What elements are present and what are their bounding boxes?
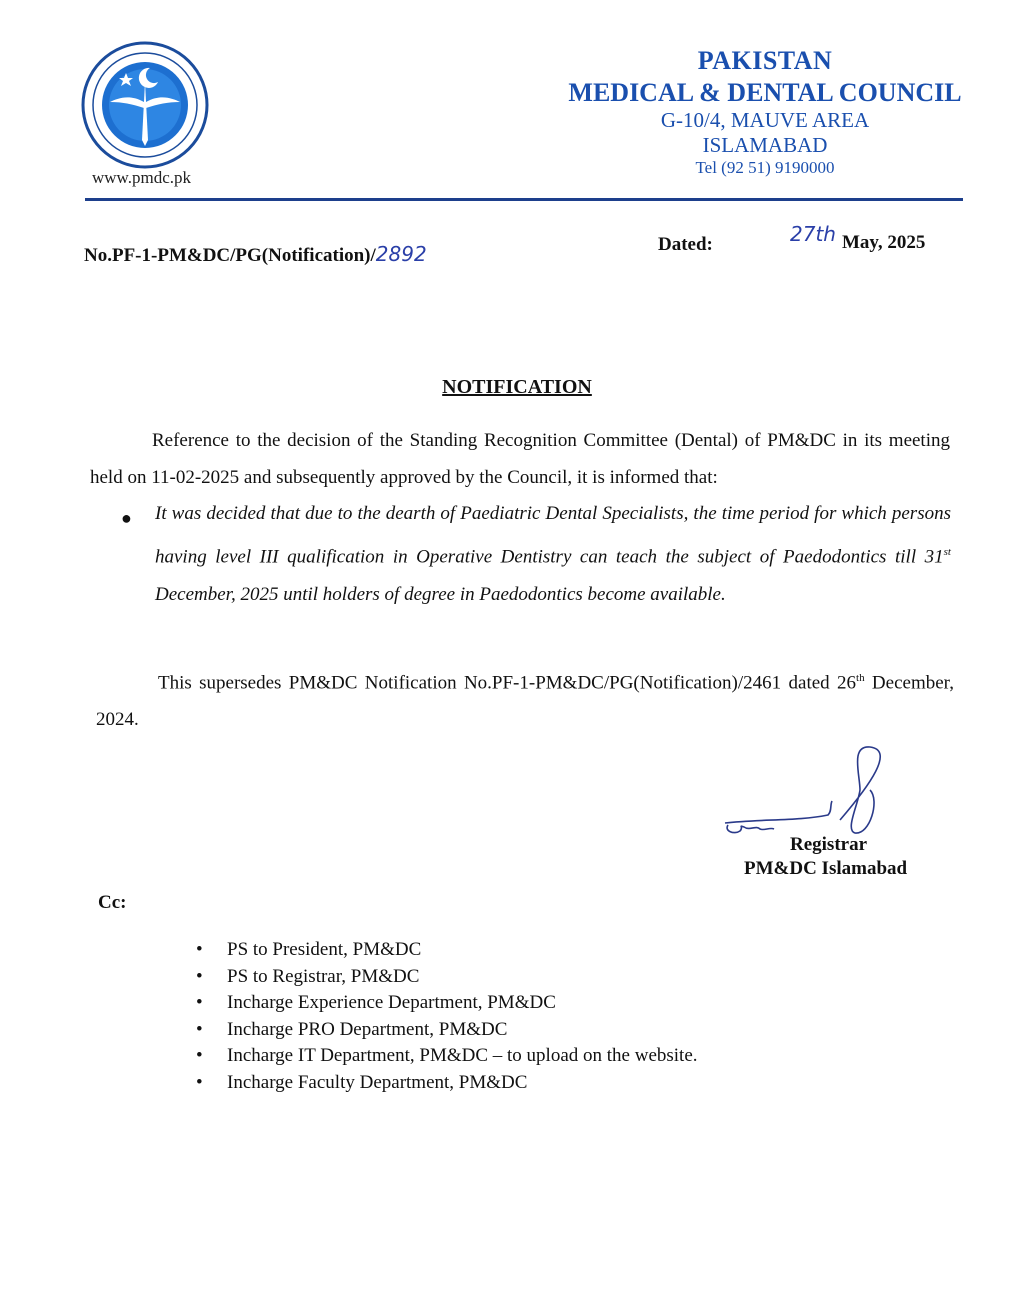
telephone: Tel (92 51) 9190000 [695,158,835,177]
supersedes-text-2: December, 2024. [96,672,954,731]
cc-label: Cc: [98,892,127,913]
cc-item [196,937,698,964]
cc-item [196,964,698,991]
bullet-icon: • [196,965,203,987]
decision-sup: st [943,546,951,558]
decision-bullet [155,495,951,614]
cc-item-text: Incharge IT Department, PM&DC – to upload on the website. [227,1045,698,1066]
reference-handwritten-number: 2892 [375,242,427,266]
org-name-line1: PAKISTAN [697,46,833,75]
dated-label: Dated: [658,234,713,255]
address-line2: ISLAMABAD [702,133,828,157]
reference-number [84,242,427,267]
paragraph-supersedes [96,660,954,738]
bullet-icon: ● [121,508,132,528]
pmdc-seal-logo-icon [80,40,210,170]
address-line1: G-10/4, MAUVE AREA [660,108,870,132]
signatory-title: Registrar [790,834,868,855]
reference-prefix: No.PF-1-PM&DC/PG(Notification)/ [84,245,376,266]
decision-text-1: It was decided that due to the dearth of Paediatric Dental Specialists, the time period for which persons having level III qualification in Operative Dentistry can teach the subject of Paedodontics till 31 [155,503,951,568]
org-name-line2: MEDICAL & DENTAL COUNCIL [568,78,962,107]
cc-item-text: PS to Registrar, PM&DC [227,965,420,987]
bullet-icon: • [196,1071,203,1093]
cc-item-text: Incharge Faculty Department, PM&DC [227,1071,528,1093]
paragraph-reference: Reference to the decision of the Standing Recognition Committee (Dental) of PM&DC in its meeting held on 11-02-2025 and subsequently approved by the Council, it is informed that: [90,430,950,488]
signature-icon [720,745,890,845]
date-month-year: May, 2025 [842,232,926,253]
supersedes-text-1: This supersedes PM&DC Notification No.PF-1-PM&DC/PG(Notification)/2461 dated 26 [158,672,857,694]
bullet-icon: • [196,1018,203,1040]
header-divider [85,198,963,201]
cc-item [196,1070,698,1097]
bullet-icon: • [196,992,203,1013]
signatory-office: PM&DC Islamabad [744,858,908,879]
cc-item-text: PS to President, PM&DC [227,939,422,960]
cc-item [196,1017,698,1044]
date-day-handwritten: 27th [790,222,836,246]
cc-item [196,990,698,1017]
cc-item [196,1043,698,1070]
cc-item-text: Incharge PRO Department, PM&DC [227,1018,508,1040]
supersedes-sup: th [856,672,865,684]
cc-list [196,937,698,1096]
document-title: NOTIFICATION [442,376,592,398]
decision-text-2: December, 2025 until holders of degree in Paedodontics become available. [155,584,726,606]
bullet-icon: • [196,939,203,960]
website-url: www.pmdc.pk [92,168,191,187]
bullet-icon: • [196,1045,203,1066]
cc-item-text: Incharge Experience Department, PM&DC [227,992,556,1013]
